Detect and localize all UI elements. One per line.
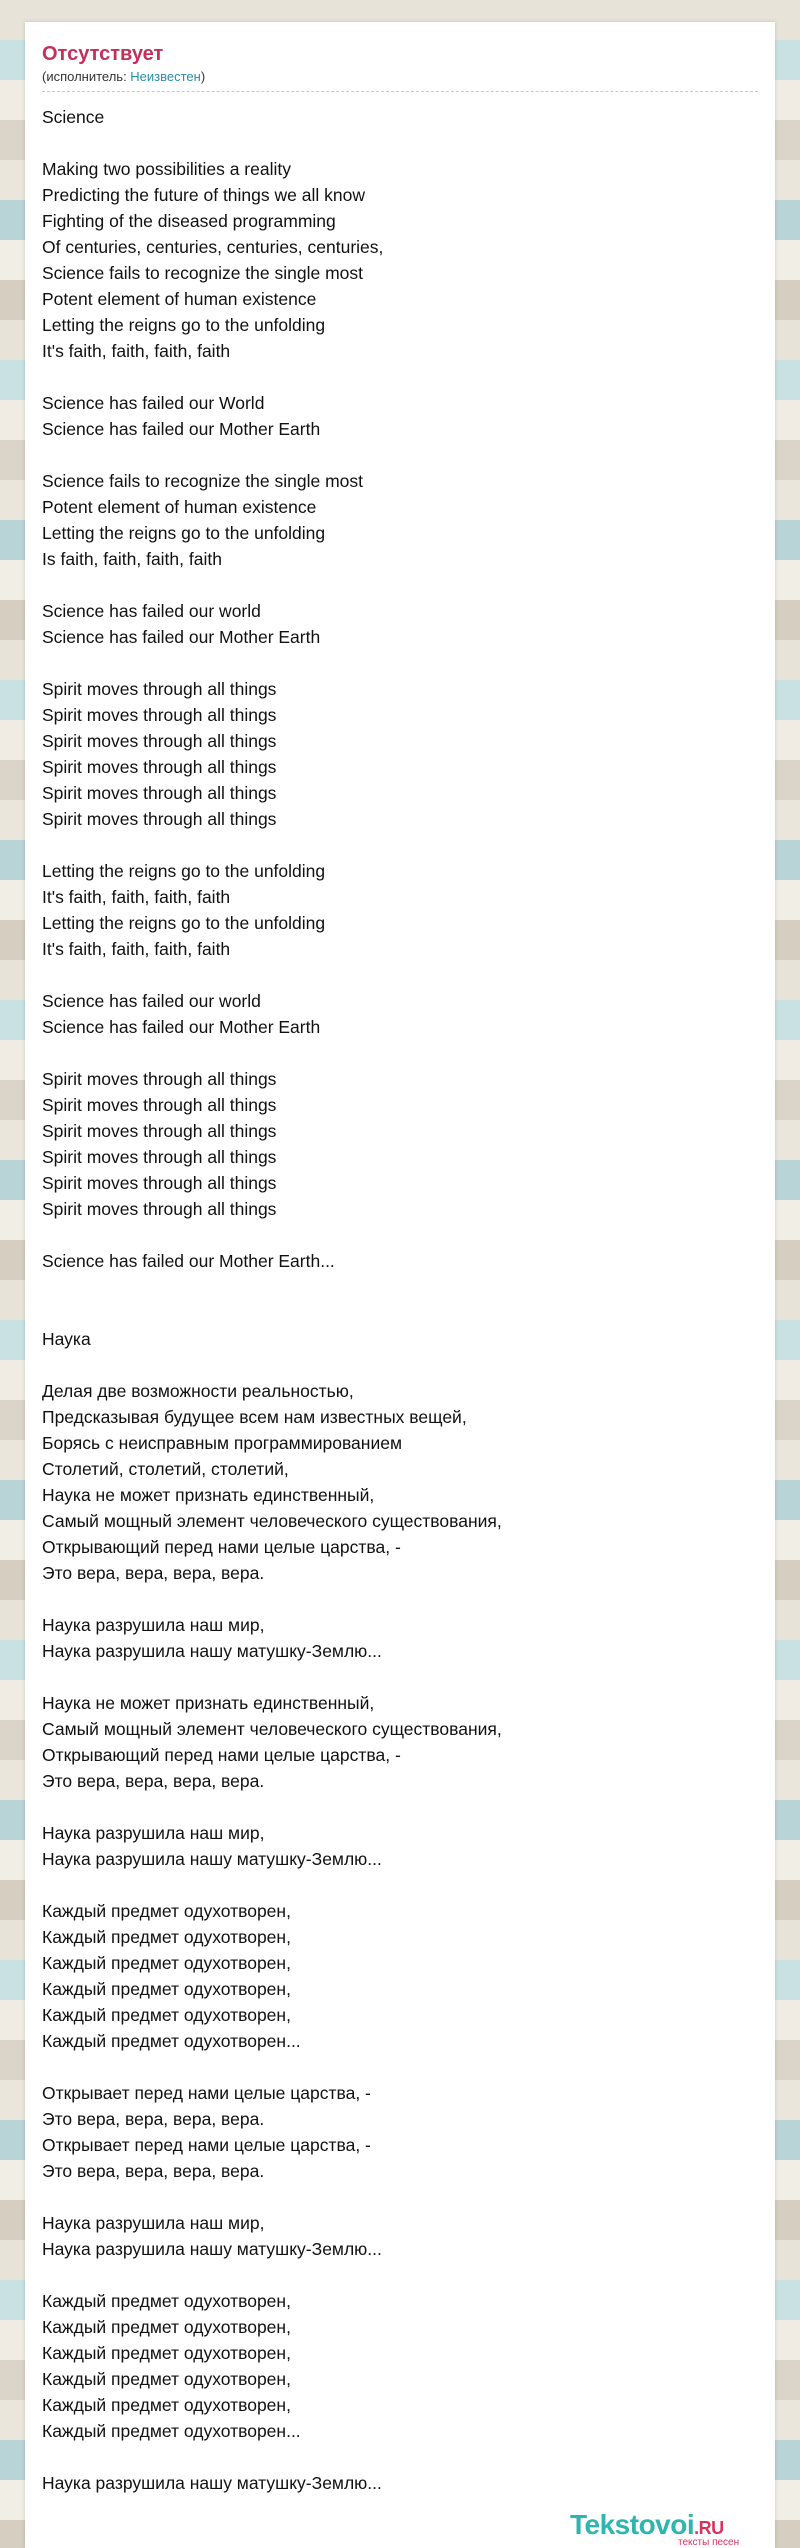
lyric-line: Наука не может признать единственный, <box>42 1485 375 1505</box>
logo-tagline: тексты песен <box>678 2537 740 2548</box>
header-divider <box>42 91 758 92</box>
song-header <box>42 42 758 86</box>
lyric-line: Столетий, столетий, столетий, <box>42 1459 289 1479</box>
lyric-line: Is faith, faith, faith, faith <box>42 549 222 569</box>
lyric-line: Каждый предмет одухотворен... <box>42 2031 301 2051</box>
lyric-line: Science has failed our world <box>42 991 261 1011</box>
lyric-blank-line <box>42 1300 758 1326</box>
lyric-line: Это вера, вера, вера, вера. <box>42 1771 265 1791</box>
lyric-line: Каждый предмет одухотворен, <box>42 1901 291 1921</box>
lyric-blank-line <box>42 130 758 156</box>
lyric-line: Наука разрушила нашу матушку-Землю... <box>42 2239 382 2259</box>
lyric-line: Каждый предмет одухотворен, <box>42 1927 291 1947</box>
lyric-line: Letting the reigns go to the unfolding <box>42 523 326 543</box>
lyric-line: Каждый предмет одухотворен, <box>42 2291 291 2311</box>
lyric-blank-line <box>42 1222 758 1248</box>
lyrics-card <box>25 22 775 2548</box>
site-logo[interactable] <box>570 2510 770 2548</box>
lyric-line: Spirit moves through all things <box>42 757 277 777</box>
artist-line <box>42 68 758 86</box>
lyric-blank-line <box>42 1664 758 1690</box>
lyric-line: Science has failed our world <box>42 601 261 621</box>
lyric-line: Letting the reigns go to the unfolding <box>42 913 326 933</box>
lyric-blank-line <box>42 364 758 390</box>
lyric-line: Самый мощный элемент человеческого существования, <box>42 1511 502 1531</box>
lyric-line: Spirit moves through all things <box>42 1173 277 1193</box>
lyric-line: Spirit moves through all things <box>42 731 277 751</box>
lyric-line: Letting the reigns go to the unfolding <box>42 861 326 881</box>
lyric-blank-line <box>42 1586 758 1612</box>
lyric-line: Каждый предмет одухотворен, <box>42 2395 291 2415</box>
lyric-line: Science fails to recognize the single most <box>42 263 363 283</box>
lyric-line: Наука <box>42 1329 91 1349</box>
lyric-line: It's faith, faith, faith, faith <box>42 341 231 361</box>
lyric-line: Predicting the future of things we all know <box>42 185 365 205</box>
lyric-line: Spirit moves through all things <box>42 1199 277 1219</box>
lyric-blank-line <box>42 832 758 858</box>
artist-link[interactable]: Неизвестен <box>130 69 201 84</box>
lyric-line: Каждый предмет одухотворен, <box>42 1953 291 1973</box>
lyric-line: Science has failed our Mother Earth <box>42 1017 321 1037</box>
lyric-line: It's faith, faith, faith, faith <box>42 939 231 959</box>
lyric-blank-line <box>42 1040 758 1066</box>
lyric-line: Of centuries, centuries, centuries, centuries, <box>42 237 384 257</box>
lyric-line: Spirit moves through all things <box>42 783 277 803</box>
lyric-line: Каждый предмет одухотворен, <box>42 2317 291 2337</box>
lyric-line: It's faith, faith, faith, faith <box>42 887 231 907</box>
lyric-line: Это вера, вера, вера, вера. <box>42 1563 265 1583</box>
lyric-line: Каждый предмет одухотворен, <box>42 2343 291 2363</box>
lyric-line: Наука разрушила нашу матушку-Землю... <box>42 1641 382 1661</box>
lyric-line: Открывает перед нами целые царства, - <box>42 2083 371 2103</box>
lyric-blank-line <box>42 2262 758 2288</box>
lyric-line: Making two possibilities a reality <box>42 159 291 179</box>
lyric-line: Каждый предмет одухотворен, <box>42 1979 291 1999</box>
lyric-line: Spirit moves through all things <box>42 1069 277 1089</box>
lyric-line: Science has failed our World <box>42 393 265 413</box>
lyric-line: Каждый предмет одухотворен, <box>42 2005 291 2025</box>
lyric-line: Science fails to recognize the single most <box>42 471 363 491</box>
logo-name: Tekstovoi <box>570 2509 695 2540</box>
lyric-line: Science has failed our Mother Earth <box>42 627 321 647</box>
lyric-line: Наука разрушила наш мир, <box>42 1823 265 1843</box>
lyric-line: Наука разрушила нашу матушку-Землю... <box>42 1849 382 1869</box>
lyrics-text <box>42 104 758 2496</box>
lyric-line: Наука не может признать единственный, <box>42 1693 375 1713</box>
lyric-line: Борясь с неисправным программированием <box>42 1433 402 1453</box>
lyric-line: Spirit moves through all things <box>42 679 277 699</box>
lyric-blank-line <box>42 962 758 988</box>
artist-suffix: ) <box>200 69 206 84</box>
lyric-blank-line <box>42 2184 758 2210</box>
lyric-line: Potent element of human existence <box>42 497 317 517</box>
lyric-line: Это вера, вера, вера, вера. <box>42 2161 265 2181</box>
artist-prefix: (исполнитель: <box>42 69 131 84</box>
lyric-blank-line <box>42 442 758 468</box>
lyric-line: Science <box>42 107 105 127</box>
lyric-line: Spirit moves through all things <box>42 1147 277 1167</box>
lyric-blank-line <box>42 1274 758 1300</box>
lyric-blank-line <box>42 1794 758 1820</box>
lyric-line: Наука разрушила наш мир, <box>42 2213 265 2233</box>
lyric-line: Самый мощный элемент человеческого существования, <box>42 1719 502 1739</box>
lyric-line: Делая две возможности реальностью, <box>42 1381 354 1401</box>
lyric-line: Каждый предмет одухотворен, <box>42 2369 291 2389</box>
lyric-line: Spirit moves through all things <box>42 809 277 829</box>
lyric-line: Открывает перед нами целые царства, - <box>42 2135 371 2155</box>
lyric-line: Letting the reigns go to the unfolding <box>42 315 326 335</box>
lyric-blank-line <box>42 2054 758 2080</box>
lyric-blank-line <box>42 572 758 598</box>
lyric-line: Fighting of the diseased programming <box>42 211 336 231</box>
lyric-line: Наука разрушила нашу матушку-Землю... <box>42 2473 382 2493</box>
lyric-line: Potent element of human existence <box>42 289 317 309</box>
lyric-line: Открывающий перед нами целые царства, - <box>42 1745 401 1765</box>
lyric-blank-line <box>42 1872 758 1898</box>
lyric-line: Наука разрушила наш мир, <box>42 1615 265 1635</box>
lyric-blank-line <box>42 1352 758 1378</box>
lyric-line: Science has failed our Mother Earth <box>42 419 321 439</box>
lyric-line: Каждый предмет одухотворен... <box>42 2421 301 2441</box>
logo-tld: .RU <box>694 2518 724 2538</box>
lyric-line: Это вера, вера, вера, вера. <box>42 2109 265 2129</box>
lyric-blank-line <box>42 2444 758 2470</box>
lyric-line: Spirit moves through all things <box>42 1121 277 1141</box>
lyric-line: Spirit moves through all things <box>42 1095 277 1115</box>
lyric-blank-line <box>42 650 758 676</box>
lyric-line: Предсказывая будущее всем нам известных вещей, <box>42 1407 467 1427</box>
song-title: Отсутствует <box>42 43 164 65</box>
lyric-line: Открывающий перед нами целые царства, - <box>42 1537 401 1557</box>
lyric-line: Spirit moves through all things <box>42 705 277 725</box>
lyric-line: Science has failed our Mother Earth... <box>42 1251 335 1271</box>
